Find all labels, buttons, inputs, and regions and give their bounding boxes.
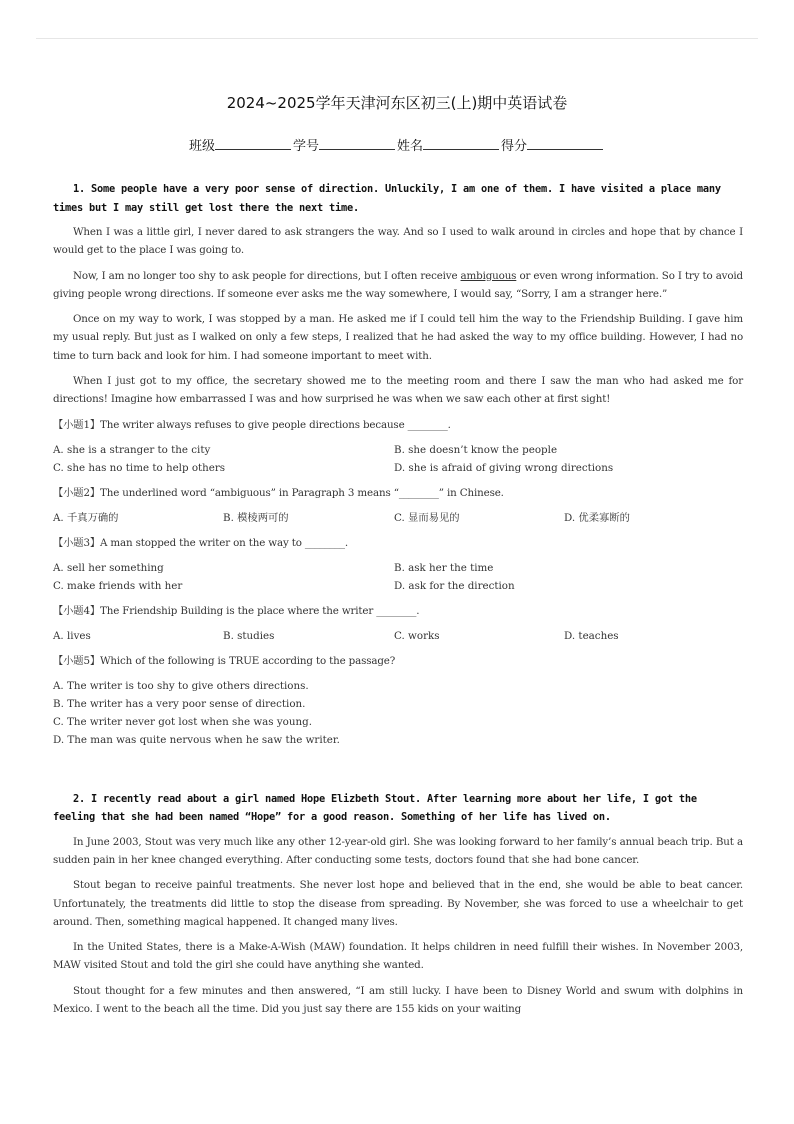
name-blank[interactable] [423,136,499,150]
option-a[interactable]: A. lives [53,629,91,642]
exam-title: 2024~2025学年天津河东区初三(上)期中英语试卷 [226,94,568,112]
exam-content [53,180,743,1025]
option-c[interactable]: C. The writer never got lost when she was young. [53,715,312,728]
question-2 [53,790,743,1019]
score-field [501,135,605,154]
option-b[interactable]: B. she doesn’t know the people [394,443,558,456]
passage-paragraph: In the United States, there is a Make-A-Wish (MAW) foundation. It helps children in need fulfill their wishes. In November 2003, MAW visited Stout and told the girl she could have anything she wanted. [53,941,743,972]
class-label: 班级 [188,139,215,154]
option-c[interactable]: C. she has no time to help others [53,461,226,474]
page-top-rule [36,38,758,39]
option-d[interactable]: D. she is afraid of giving wrong directions [394,461,614,474]
option-c[interactable]: C. 显而易见的 [394,511,460,524]
option-b[interactable]: B. The writer has a very poor sense of direction. [53,697,306,710]
subquestion-1-options [53,441,743,477]
question-2-intro: 2. I recently read about a girl named Hope Elizbeth Stout. After learning more about her life, I got the feeling that she had been named “Hope” for a good reason. Something of her life has lived on. [53,792,697,824]
passage-paragraph: When I just got to my office, the secretary showed me to the meeting room and there I saw the man who had asked me for directions! Imagine how embarrassed I was and how surprised he was when we saw each other at first sight! [53,375,743,406]
option-b[interactable]: B. studies [223,629,275,642]
question-spacer [53,756,743,790]
option-a[interactable]: A. 千真万确的 [53,511,119,524]
passage-paragraph: Stout thought for a few minutes and then answered, “I am still lucky. I have been to Disney World and swum with dolphins in Mexico. I went to the beach all the time. Did you just say there are 155 kids on your waiting [53,984,743,1016]
passage-paragraph: When I was a little girl, I never dared to ask strangers the way. And so I used to walk around in circles and hope that by chance I would get to the place I was going to. [53,226,743,257]
student-number-label: 学号 [292,139,319,154]
text-segment: Now, I am no longer too shy to ask people for directions, but I often receive [73,269,461,282]
subquestion-5-stem: 【小题5】Which of the following is TRUE according to the passage? [53,654,396,667]
student-number-field [293,135,397,154]
subquestion-3-stem: 【小题3】A man stopped the writer on the way to ________. [53,536,349,549]
score-label: 得分 [501,139,528,154]
option-c[interactable]: C. works [394,629,440,642]
underlined-word: ambiguous [460,269,517,282]
option-a[interactable]: A. sell her something [53,561,164,574]
option-a[interactable]: A. The writer is too shy to give others directions. [53,679,309,692]
name-field [397,135,501,154]
question-1-intro: 1. Some people have a very poor sense of direction. Unluckily, I am one of them. I have visited a place many times but I may still get lost there the next time. [53,183,721,214]
subquestion-5-options [53,677,743,749]
class-field [189,135,293,154]
student-info-line [0,135,794,154]
option-d[interactable]: D. The man was quite nervous when he saw the writer. [53,733,340,746]
option-c[interactable]: C. make friends with her [53,579,183,592]
name-label: 姓名 [397,139,424,154]
option-d[interactable]: D. 优柔寡断的 [564,511,630,524]
subquestion-4-stem: 【小题4】The Friendship Building is the place where the writer ________. [53,604,420,617]
score-blank[interactable] [527,136,603,150]
class-blank[interactable] [215,136,291,150]
student-number-blank[interactable] [319,136,395,150]
subquestion-2-stem: 【小题2】The underlined word “ambiguous” in Paragraph 3 means “________” in Chinese. [53,486,504,499]
option-a[interactable]: A. she is a stranger to the city [53,443,211,456]
option-d[interactable]: D. teaches [564,629,619,642]
subquestion-4-options [53,627,743,645]
passage-paragraph: Once on my way to work, I was stopped by a man. He asked me if I could tell him the way to the Friendship Building. I gave him my usual reply. But just as I walked on only a few steps, I realized that he had asked the way to my office building. However, I had no time to turn back and look for him. I had someone important to meet with. [53,313,743,362]
passage-paragraph [53,267,743,304]
text-segment: or even wrong information. So I try to avoid giving people wrong directions. If someone ever asks me the way somewhere, I would say, “Sorry, I am a stranger here.” [53,269,743,300]
option-b[interactable]: B. ask her the time [394,561,494,574]
subquestion-3-options [53,559,743,595]
passage-paragraph: In June 2003, Stout was very much like any other 12-year-old girl. She was looking forward to her family’s annual beach trip. But a sudden pain in her knee changed everything. After conducting some tests, doctors found that she had bone cancer. [53,835,743,866]
option-b[interactable]: B. 模棱两可的 [223,511,289,524]
option-d[interactable]: D. ask for the direction [394,579,515,592]
subquestion-1-stem: 【小题1】The writer always refuses to give people directions because ________. [53,418,451,431]
question-1 [53,180,743,749]
subquestion-2-options [53,509,743,527]
passage-paragraph: Stout began to receive painful treatments. She never lost hope and believed that in the end, she would be able to beat cancer. Unfortunately, the treatments did little to stop the disease from spreading. By November, she was forced to use a wheelchair to get around. Then, something magical happened. It changed many lives. [53,879,743,928]
